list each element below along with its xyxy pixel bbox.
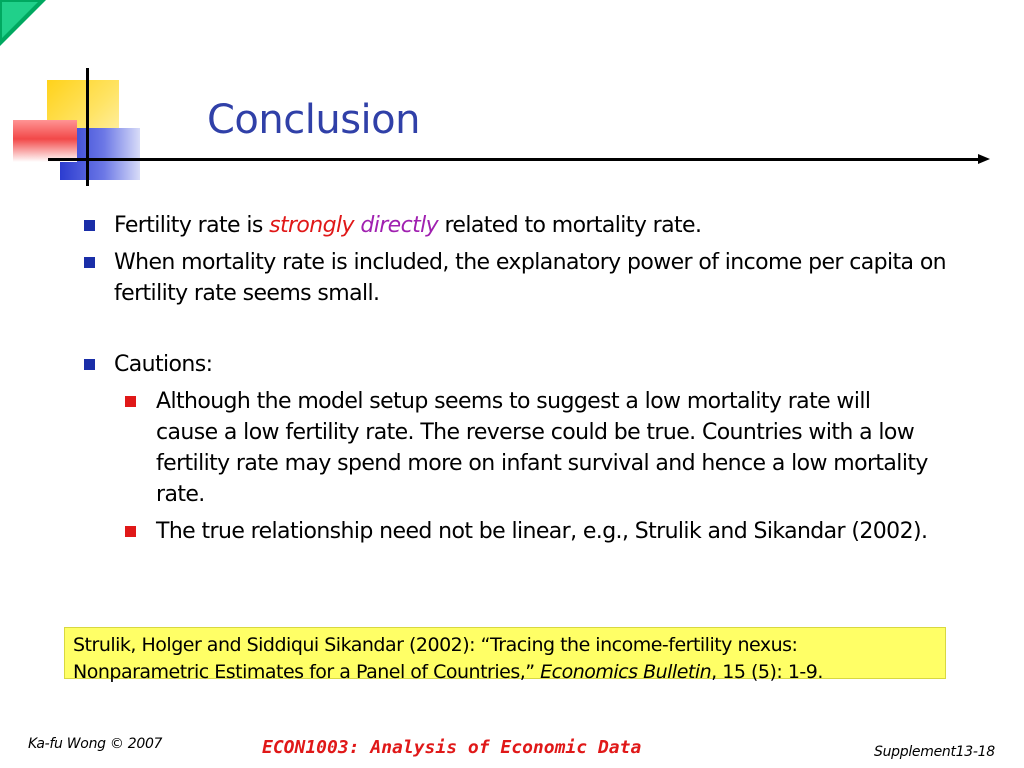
bullet-item: [80, 349, 970, 380]
bullet-text: Fertility rate is strongly directly related to mortality rate.: [114, 213, 702, 238]
square-bullet-icon: [84, 257, 95, 268]
arrow-head-icon: [978, 154, 990, 164]
bullet-item: [80, 247, 970, 309]
sub-bullet-text: The true relationship need not be linear, e.g., Strulik and Sikandar (2002).: [156, 519, 928, 544]
reference-box: [64, 627, 946, 683]
square-bullet-icon: [125, 396, 136, 407]
bullet-item: [80, 210, 970, 241]
sub-bullet-list: [121, 386, 931, 547]
vertical-rule: [86, 68, 89, 186]
bullet-text: Cautions:: [114, 352, 213, 377]
footer-course: ECON1003: Analysis of Economic Data: [262, 737, 642, 758]
red-square-decoration: [13, 120, 77, 162]
square-bullet-icon: [125, 526, 136, 537]
reference-text: Strulik, Holger and Siddiqui Sikandar (2002): “Tracing the income-fertility nexus: Nonparametric Estimates for a Panel of Countries,”: [73, 634, 798, 683]
slide-body: [80, 210, 970, 553]
footer-page-number: Supplement13-18: [874, 744, 995, 760]
slide-title: Conclusion: [207, 97, 420, 143]
reference-citation: , 15 (5): 1-9.: [711, 661, 823, 683]
reference-journal: Economics Bulletin: [540, 661, 712, 683]
footer-author: Ka-fu Wong © 2007: [28, 736, 163, 752]
emphasis-directly: directly: [360, 213, 439, 238]
square-bullet-icon: [84, 220, 95, 231]
sub-bullet-item: [121, 386, 931, 510]
title-underline-rule: [48, 158, 980, 161]
sub-bullet-text: Although the model setup seems to suggest a low mortality rate will cause a low fertility rate. The reverse could be true. Countries with a low fertility rate may spend more on infant survival and hence a low mortality rate.: [156, 389, 928, 507]
square-bullet-icon: [84, 359, 95, 370]
sub-bullet-item: [121, 516, 931, 547]
emphasis-strongly: strongly: [269, 213, 354, 238]
bullet-text: When mortality rate is included, the explanatory power of income per capita on fertility rate seems small.: [114, 250, 947, 306]
